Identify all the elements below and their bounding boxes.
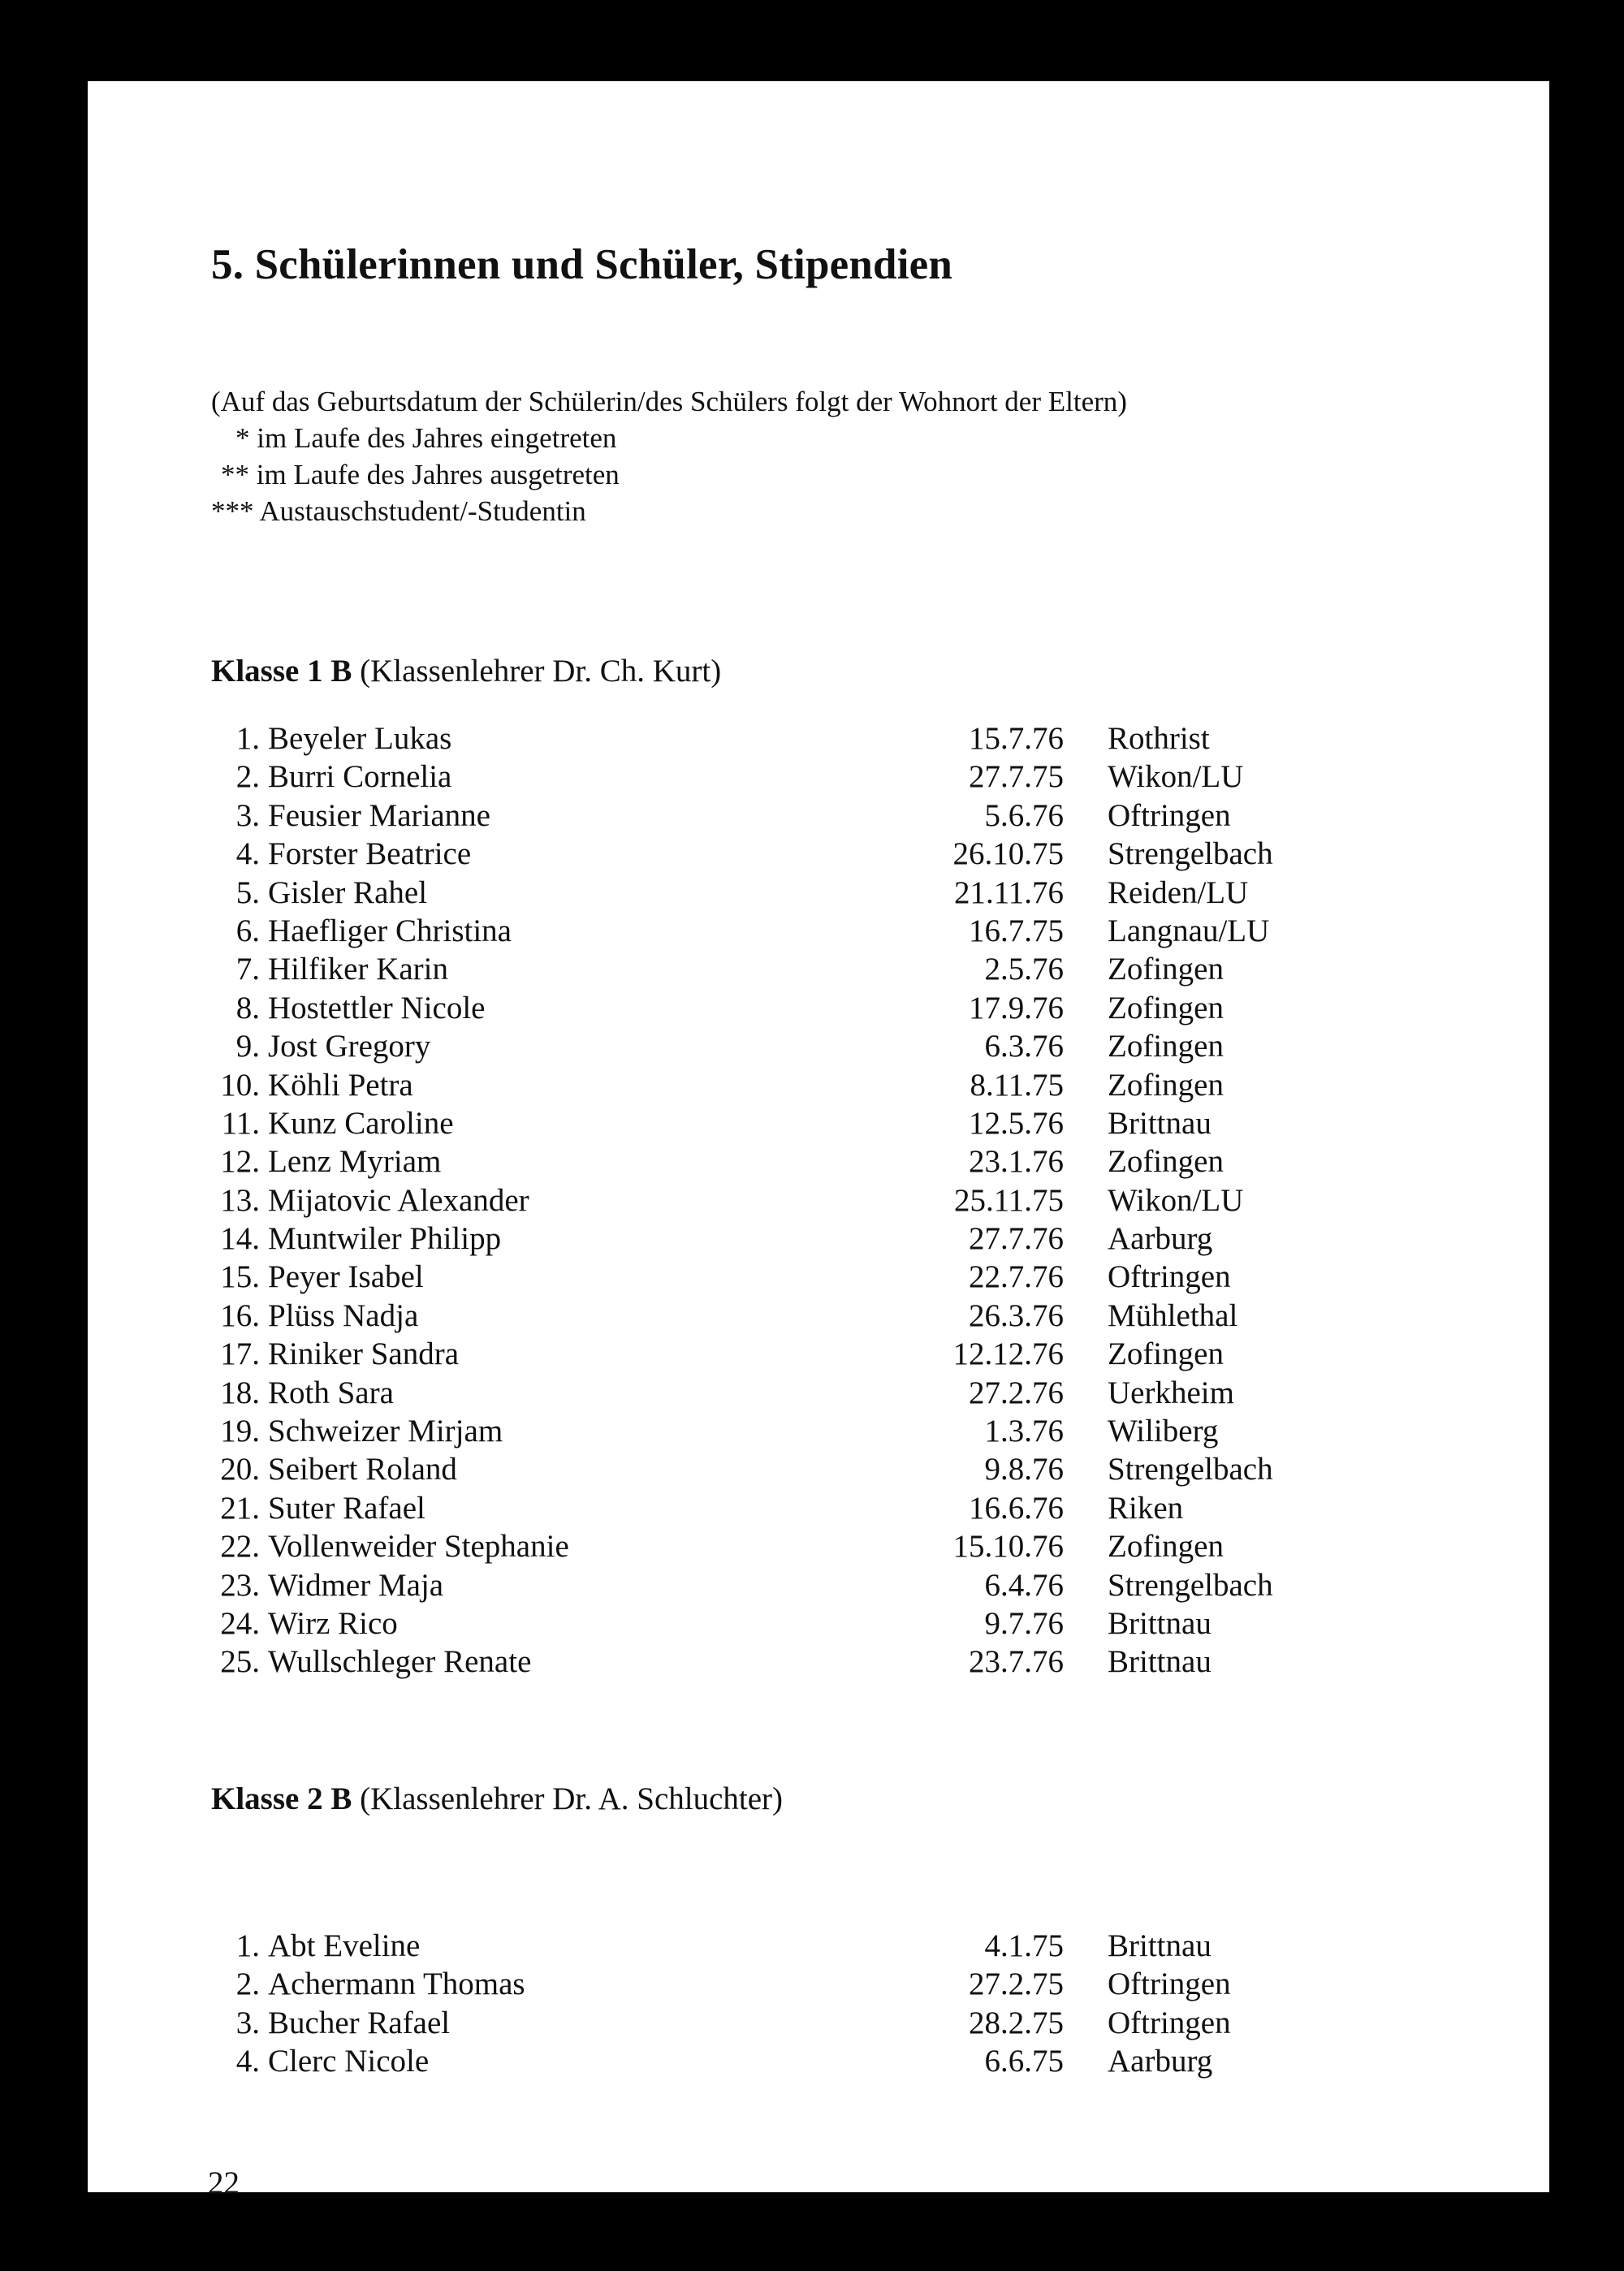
student-number: 3. — [235, 2005, 260, 2040]
student-row — [211, 1965, 1267, 2003]
student-name: Bucher Rafael — [268, 2005, 451, 2040]
home-town: Zofingen — [1108, 990, 1224, 1025]
home-town: Zofingen — [1108, 952, 1224, 987]
student-number: 15. — [220, 1259, 260, 1295]
class-heading-2b — [211, 1781, 783, 1817]
home-town: Wikon/LU — [1108, 759, 1244, 795]
student-number: 21. — [220, 1490, 260, 1526]
student-row — [211, 719, 1267, 758]
home-town: Brittnau — [1108, 1928, 1212, 1963]
home-town: Strengelbach — [1108, 836, 1273, 872]
class-name: Klasse 1 B — [211, 654, 352, 689]
class-heading-1b — [211, 653, 721, 689]
student-name: Muntwiler Philipp — [268, 1221, 502, 1257]
student-row — [211, 1258, 1267, 1296]
birth-date: 4.1.75 — [984, 1928, 1064, 1963]
student-row — [211, 1066, 1267, 1104]
home-town: Zofingen — [1108, 1336, 1224, 1372]
student-row — [211, 758, 1267, 796]
student-number: 24. — [220, 1605, 260, 1641]
student-row — [211, 1220, 1267, 1258]
student-row — [211, 1489, 1267, 1527]
birth-date: 21.11.76 — [953, 874, 1064, 910]
birth-date: 26.3.76 — [969, 1297, 1064, 1333]
student-number: 11. — [221, 1105, 260, 1141]
student-number: 19. — [220, 1414, 260, 1449]
student-number: 16. — [220, 1297, 260, 1333]
birth-date: 5.6.76 — [984, 797, 1064, 833]
home-town: Strengelbach — [1108, 1452, 1273, 1487]
page-number: 22 — [208, 2165, 240, 2200]
roster-1b — [211, 719, 1273, 1682]
home-town: Oftringen — [1108, 797, 1231, 833]
student-number: 10. — [220, 1067, 260, 1103]
legend-exchange: *** Austauschstudent/-Studentin — [211, 495, 586, 527]
home-town: Strengelbach — [1108, 1567, 1273, 1603]
student-name: Mijatovic Alexander — [268, 1182, 529, 1218]
home-town: Zofingen — [1108, 1029, 1224, 1064]
birth-date: 6.4.76 — [984, 1567, 1064, 1603]
intro-note: (Auf das Geburtsdatum der Schülerin/des Schülers folgt der Wohnort der Eltern) — [211, 386, 1127, 417]
student-name: Hilfiker Karin — [268, 952, 449, 987]
birth-date: 12.12.76 — [952, 1336, 1064, 1372]
home-town: Uerkheim — [1108, 1375, 1234, 1410]
student-row — [211, 1335, 1267, 1373]
student-number: 13. — [220, 1182, 260, 1218]
student-row — [211, 1643, 1267, 1681]
home-town: Zofingen — [1108, 1529, 1224, 1565]
student-row — [211, 1412, 1267, 1450]
student-number: 9. — [235, 1029, 260, 1064]
student-name: Schweizer Mirjam — [268, 1414, 503, 1449]
student-row — [211, 1604, 1267, 1643]
student-row — [211, 874, 1267, 912]
birth-date: 27.2.75 — [969, 1967, 1064, 2002]
birth-date: 9.8.76 — [984, 1452, 1064, 1487]
student-number: 20. — [220, 1452, 260, 1487]
student-number: 17. — [220, 1336, 260, 1372]
student-number: 8. — [235, 990, 260, 1025]
home-town: Zofingen — [1108, 1144, 1224, 1180]
home-town: Oftringen — [1108, 1259, 1231, 1295]
student-name: Forster Beatrice — [268, 836, 472, 872]
birth-date: 6.3.76 — [984, 1029, 1064, 1064]
page-title: 5. Schülerinnen und Schüler, Stipendien — [211, 241, 953, 288]
student-row — [211, 950, 1267, 988]
student-name: Abt Eveline — [268, 1928, 421, 1963]
home-town: Riken — [1108, 1490, 1184, 1526]
student-name: Gisler Rahel — [268, 874, 428, 910]
birth-date: 16.7.75 — [969, 913, 1064, 948]
student-name: Wirz Rico — [268, 1605, 398, 1641]
student-number: 2. — [235, 1967, 260, 2002]
student-number: 25. — [220, 1644, 260, 1680]
home-town: Rothrist — [1108, 721, 1210, 756]
student-number: 4. — [235, 2044, 260, 2079]
class-name: Klasse 2 B — [211, 1781, 352, 1816]
student-number: 5. — [235, 874, 260, 910]
birth-date: 23.1.76 — [969, 1144, 1064, 1180]
student-row — [211, 1181, 1267, 1220]
home-town: Oftringen — [1108, 2005, 1231, 2040]
home-town: Wikon/LU — [1108, 1182, 1244, 1218]
birth-date: 23.7.76 — [969, 1644, 1064, 1680]
home-town: Zofingen — [1108, 1067, 1224, 1103]
legend-joined: * im Laufe des Jahres eingetreten — [235, 422, 617, 454]
home-town: Oftringen — [1108, 1967, 1231, 2002]
birth-date: 22.7.76 — [969, 1259, 1064, 1295]
student-name: Clerc Nicole — [268, 2044, 430, 2079]
student-number: 2. — [235, 759, 260, 795]
student-name: Lenz Myriam — [268, 1144, 442, 1180]
student-name: Suter Rafael — [268, 1490, 425, 1526]
student-number: 7. — [235, 952, 260, 987]
birth-date: 27.7.75 — [969, 759, 1064, 795]
home-town: Langnau/LU — [1108, 913, 1270, 948]
student-number: 14. — [220, 1221, 260, 1257]
student-number: 4. — [235, 836, 260, 872]
birth-date: 28.2.75 — [969, 2005, 1064, 2040]
student-row — [211, 1297, 1267, 1335]
birth-date: 12.5.76 — [969, 1105, 1064, 1141]
student-row — [211, 1027, 1267, 1065]
student-row — [211, 1450, 1273, 1488]
student-number: 3. — [235, 797, 260, 833]
student-row — [211, 1142, 1267, 1181]
class-teacher: (Klassenlehrer Dr. A. Schluchter) — [360, 1781, 784, 1816]
home-town: Brittnau — [1108, 1605, 1212, 1641]
student-name: Feusier Marianne — [268, 797, 490, 833]
birth-date: 6.6.75 — [984, 2044, 1064, 2079]
document-page — [88, 81, 1549, 2200]
student-number: 12. — [220, 1144, 260, 1180]
student-number: 18. — [220, 1375, 260, 1410]
birth-date: 27.7.76 — [969, 1221, 1064, 1257]
student-row — [211, 1104, 1267, 1142]
birth-date: 2.5.76 — [984, 952, 1064, 987]
birth-date: 15.10.76 — [952, 1529, 1064, 1565]
student-name: Köhli Petra — [268, 1067, 413, 1103]
birth-date: 16.6.76 — [969, 1490, 1064, 1526]
student-row — [211, 1527, 1267, 1565]
student-row — [211, 989, 1267, 1027]
student-number: 1. — [235, 721, 260, 756]
student-name: Achermann Thomas — [268, 1967, 525, 2002]
student-name: Burri Cornelia — [268, 759, 452, 795]
student-row — [211, 2004, 1267, 2042]
student-name: Wullschleger Renate — [268, 1644, 532, 1680]
home-town: Aarburg — [1108, 2044, 1213, 2079]
birth-date: 8.11.75 — [970, 1067, 1064, 1103]
home-town: Brittnau — [1108, 1644, 1212, 1680]
student-number: 22. — [220, 1529, 260, 1565]
student-name: Hostettler Nicole — [268, 990, 486, 1025]
birth-date: 9.7.76 — [984, 1605, 1064, 1641]
student-number: 23. — [220, 1567, 260, 1603]
student-name: Riniker Sandra — [268, 1336, 460, 1372]
student-name: Beyeler Lukas — [268, 721, 452, 756]
legend-left: ** im Laufe des Jahres ausgetreten — [221, 459, 620, 490]
student-row — [211, 2042, 1267, 2080]
student-row — [211, 912, 1270, 950]
student-name: Plüss Nadja — [268, 1297, 419, 1333]
home-town: Mühlethal — [1108, 1297, 1238, 1333]
class-teacher: (Klassenlehrer Dr. Ch. Kurt) — [360, 654, 722, 689]
student-name: Widmer Maja — [268, 1567, 444, 1603]
student-row — [211, 1374, 1267, 1412]
birth-date: 27.2.76 — [969, 1375, 1064, 1410]
student-name: Jost Gregory — [268, 1029, 431, 1064]
home-town: Aarburg — [1108, 1221, 1213, 1257]
student-row — [211, 1566, 1273, 1604]
birth-date: 15.7.76 — [969, 721, 1064, 756]
student-number: 1. — [235, 1928, 260, 1963]
intro-notes — [211, 383, 1127, 529]
birth-date: 26.10.75 — [952, 836, 1064, 872]
student-row — [211, 797, 1267, 835]
birth-date: 1.3.76 — [984, 1414, 1064, 1449]
home-town: Brittnau — [1108, 1105, 1212, 1141]
birth-date: 17.9.76 — [969, 990, 1064, 1025]
birth-date: 25.11.75 — [953, 1182, 1064, 1218]
student-row — [211, 1927, 1267, 1965]
home-town: Reiden/LU — [1108, 874, 1249, 910]
home-town: Wiliberg — [1108, 1414, 1219, 1449]
roster-2b — [211, 1927, 1267, 2081]
student-row — [211, 835, 1273, 873]
student-name: Roth Sara — [268, 1375, 394, 1410]
student-number: 6. — [235, 913, 260, 948]
student-name: Vollenweider Stephanie — [268, 1529, 569, 1565]
student-name: Haefliger Christina — [268, 913, 512, 948]
student-name: Seibert Roland — [268, 1452, 457, 1487]
student-name: Kunz Caroline — [268, 1105, 454, 1141]
student-name: Peyer Isabel — [268, 1259, 424, 1295]
